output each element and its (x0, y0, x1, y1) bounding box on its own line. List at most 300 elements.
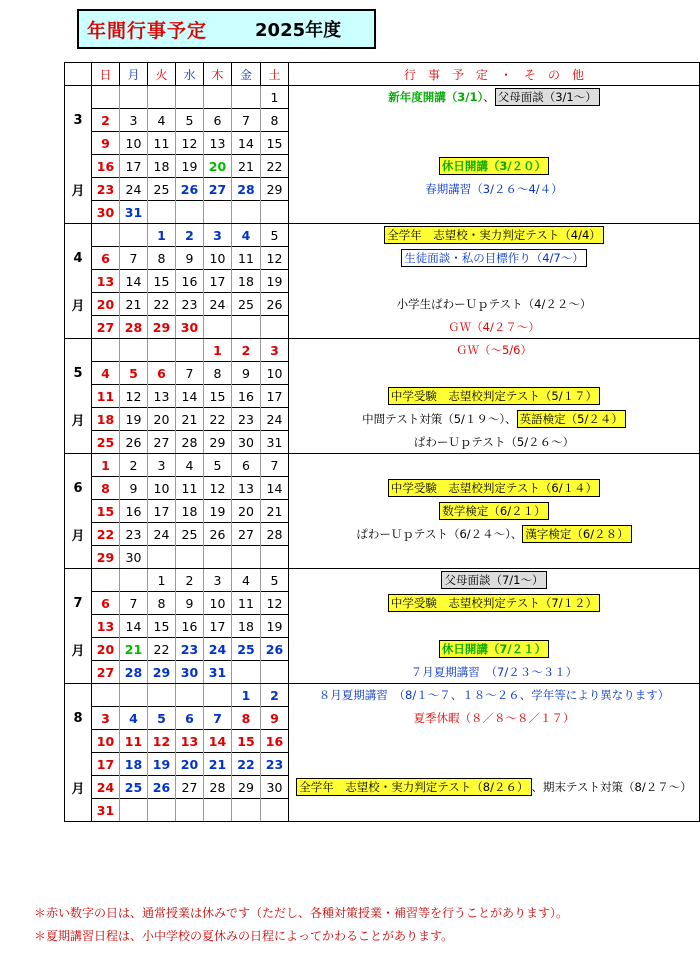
calendar-day-cell: 21 (261, 500, 289, 523)
calendar-day-cell: 2 (92, 109, 120, 132)
calendar-day-cell (261, 201, 289, 224)
calendar-day-cell: 26 (261, 293, 289, 316)
calendar-day-cell: 7 (232, 109, 261, 132)
calendar-day-cell: 28 (120, 316, 148, 339)
header-day-fri: 金 (232, 63, 261, 86)
event-cell (289, 753, 700, 776)
month-suffix: 月 (65, 776, 92, 799)
calendar-week-row (65, 86, 700, 109)
month-suffix: 月 (65, 178, 92, 201)
event-cell (289, 638, 700, 661)
calendar-week-row (65, 316, 700, 339)
calendar-day-cell (120, 684, 148, 707)
calendar-day-cell (176, 201, 204, 224)
event-text: ぱわーＵｐテスト（5/２６～） (413, 434, 575, 449)
month-label-cell (65, 224, 92, 247)
month-number: 8 (65, 707, 92, 730)
calendar-day-cell: 3 (148, 454, 176, 477)
event-cell (289, 684, 700, 707)
header-day-wed: 水 (176, 63, 204, 86)
calendar-day-cell (261, 799, 289, 822)
calendar-day-cell: 17 (204, 615, 232, 638)
calendar-day-cell: 26 (204, 523, 232, 546)
calendar-day-cell (120, 339, 148, 362)
header-day-sun: 日 (92, 63, 120, 86)
calendar-week-row (65, 523, 700, 546)
calendar-day-cell: 12 (148, 730, 176, 753)
calendar-day-cell: 19 (261, 270, 289, 293)
calendar-week-row (65, 293, 700, 316)
calendar-day-cell: 27 (92, 661, 120, 684)
calendar-week-row (65, 362, 700, 385)
event-cell (289, 109, 700, 132)
calendar-day-cell: 30 (120, 546, 148, 569)
calendar-day-cell (92, 569, 120, 592)
calendar-day-cell: 30 (232, 431, 261, 454)
calendar-day-cell: 6 (92, 592, 120, 615)
calendar-day-cell: 19 (204, 500, 232, 523)
event-text: 漢字検定（6/２８） (522, 525, 631, 543)
calendar-week-row (65, 615, 700, 638)
calendar-day-cell: 10 (204, 247, 232, 270)
calendar-week-row (65, 477, 700, 500)
calendar-day-cell: 23 (232, 408, 261, 431)
calendar-day-cell: 12 (261, 592, 289, 615)
event-text: ＧＷ（～5/6） (455, 343, 532, 358)
event-cell (289, 454, 700, 477)
month-suffix: 月 (65, 408, 92, 431)
event-cell (289, 132, 700, 155)
event-cell (289, 592, 700, 615)
calendar-day-cell: 15 (261, 132, 289, 155)
calendar-day-cell (120, 799, 148, 822)
calendar-day-cell: 14 (120, 270, 148, 293)
calendar-day-cell: 24 (92, 776, 120, 799)
calendar-day-cell (204, 546, 232, 569)
calendar-day-cell: 11 (176, 477, 204, 500)
calendar-day-cell (92, 224, 120, 247)
event-text: 中間テスト対策（5/１９～）、 (362, 412, 517, 426)
calendar-week-row (65, 500, 700, 523)
calendar-day-cell: 27 (148, 431, 176, 454)
calendar-week-row (65, 339, 700, 362)
event-text: ８月夏期講習 （8/１～７、１８～２６、学年等により異なります） (318, 688, 670, 703)
calendar-day-cell: 28 (204, 776, 232, 799)
calendar-day-cell: 19 (148, 753, 176, 776)
calendar-day-cell: 23 (176, 293, 204, 316)
calendar-day-cell: 1 (92, 454, 120, 477)
calendar-day-cell (232, 661, 261, 684)
calendar-day-cell: 26 (176, 178, 204, 201)
calendar-day-cell (120, 224, 148, 247)
event-text: 夏季休暇（８／８～８／１７） (413, 711, 575, 725)
calendar-day-cell: 22 (92, 523, 120, 546)
event-cell (289, 293, 700, 316)
calendar-day-cell: 7 (176, 362, 204, 385)
header-month (65, 63, 92, 86)
calendar-week-row (65, 201, 700, 224)
calendar-day-cell: 27 (232, 523, 261, 546)
event-cell (289, 776, 700, 799)
event-text: 、 (483, 90, 495, 105)
calendar-day-cell: 1 (148, 224, 176, 247)
calendar-day-cell: 17 (204, 270, 232, 293)
header-day-tue: 火 (148, 63, 176, 86)
month-label-cell (65, 201, 92, 224)
event-text: 休日開講（7/２１） (439, 640, 549, 658)
calendar-day-cell: 8 (232, 707, 261, 730)
calendar-day-cell: 30 (176, 316, 204, 339)
calendar-day-cell: 29 (148, 661, 176, 684)
event-cell (289, 707, 700, 730)
calendar-day-cell (232, 86, 261, 109)
footnote-summer-schedule: ＊夏期講習日程は、小中学校の夏休みの日程によってかわることがあります。 (34, 929, 454, 943)
calendar-day-cell (176, 339, 204, 362)
calendar-day-cell: 1 (232, 684, 261, 707)
calendar-day-cell: 15 (148, 270, 176, 293)
calendar-day-cell (148, 684, 176, 707)
calendar-week-row (65, 730, 700, 753)
calendar-day-cell: 4 (92, 362, 120, 385)
calendar-day-cell: 31 (92, 799, 120, 822)
calendar-day-cell: 29 (204, 431, 232, 454)
calendar-day-cell: 2 (120, 454, 148, 477)
month-number: 6 (65, 477, 92, 500)
month-number: 4 (65, 247, 92, 270)
month-suffix: 月 (65, 293, 92, 316)
calendar-day-cell: 4 (232, 224, 261, 247)
calendar-day-cell: 3 (204, 224, 232, 247)
calendar-day-cell: 23 (92, 178, 120, 201)
fiscal-year: 2025年度 (255, 20, 342, 41)
calendar-day-cell: 1 (148, 569, 176, 592)
calendar-day-cell: 13 (176, 730, 204, 753)
calendar-day-cell: 29 (261, 178, 289, 201)
event-cell (289, 224, 700, 247)
calendar-day-cell: 23 (261, 753, 289, 776)
calendar-day-cell: 24 (120, 178, 148, 201)
calendar-week-row (65, 132, 700, 155)
calendar-day-cell: 5 (204, 454, 232, 477)
calendar-day-cell (92, 339, 120, 362)
event-cell (289, 247, 700, 270)
calendar-day-cell: 9 (176, 592, 204, 615)
calendar-day-cell: 26 (261, 638, 289, 661)
calendar-day-cell (120, 569, 148, 592)
calendar-day-cell: 1 (261, 86, 289, 109)
event-cell (289, 546, 700, 569)
calendar-day-cell: 4 (120, 707, 148, 730)
calendar-day-cell: 21 (204, 753, 232, 776)
calendar-day-cell: 14 (176, 385, 204, 408)
calendar-day-cell: 13 (92, 615, 120, 638)
calendar-day-cell: 21 (120, 293, 148, 316)
calendar-day-cell: 1 (204, 339, 232, 362)
month-label-cell (65, 615, 92, 638)
calendar-day-cell: 29 (92, 546, 120, 569)
calendar-day-cell (232, 316, 261, 339)
calendar-day-cell: 10 (204, 592, 232, 615)
calendar-week-row (65, 385, 700, 408)
calendar-day-cell: 12 (120, 385, 148, 408)
calendar-day-cell (176, 86, 204, 109)
calendar-day-cell: 28 (176, 431, 204, 454)
calendar-day-cell: 31 (120, 201, 148, 224)
calendar-day-cell: 14 (204, 730, 232, 753)
month-label-cell (65, 661, 92, 684)
event-text: 中学受験 志望校判定テスト（5/１７） (388, 387, 600, 405)
event-text: 生徒面談・私の目標作り（4/7～） (401, 249, 587, 267)
event-cell (289, 500, 700, 523)
event-cell (289, 316, 700, 339)
calendar-day-cell: 16 (92, 155, 120, 178)
month-label-cell (65, 270, 92, 293)
calendar-day-cell: 31 (261, 431, 289, 454)
calendar-week-row (65, 753, 700, 776)
calendar-day-cell: 16 (176, 615, 204, 638)
calendar-day-cell (261, 546, 289, 569)
calendar-day-cell (232, 799, 261, 822)
event-text: 、期末テスト対策（8/２７～） (531, 780, 692, 794)
calendar-day-cell: 13 (204, 132, 232, 155)
calendar-day-cell: 11 (92, 385, 120, 408)
calendar-day-cell: 7 (204, 707, 232, 730)
event-text: 父母面談（7/1～） (441, 571, 546, 589)
calendar-day-cell (204, 684, 232, 707)
calendar-day-cell: 13 (148, 385, 176, 408)
calendar-day-cell: 21 (120, 638, 148, 661)
month-number: 7 (65, 592, 92, 615)
event-text: 中学受験 志望校判定テスト（7/１２） (388, 594, 600, 612)
calendar-day-cell: 25 (148, 178, 176, 201)
event-text: 休日開講（3/２０） (439, 157, 549, 175)
calendar-day-cell: 6 (148, 362, 176, 385)
calendar-day-cell: 22 (232, 753, 261, 776)
calendar-day-cell: 12 (261, 247, 289, 270)
calendar-day-cell (148, 86, 176, 109)
calendar-day-cell (176, 799, 204, 822)
calendar-day-cell: 22 (148, 293, 176, 316)
month-suffix: 月 (65, 523, 92, 546)
event-text: 新年度開講（3/1） (388, 90, 484, 105)
calendar-week-row (65, 661, 700, 684)
calendar-day-cell: 12 (204, 477, 232, 500)
calendar-week-row (65, 431, 700, 454)
calendar-week-row (65, 178, 700, 201)
calendar-day-cell: 4 (232, 569, 261, 592)
calendar-day-cell: 29 (232, 776, 261, 799)
event-cell (289, 730, 700, 753)
calendar-day-cell: 18 (176, 500, 204, 523)
month-label-cell (65, 546, 92, 569)
calendar-day-cell: 20 (92, 293, 120, 316)
calendar-day-cell: 25 (176, 523, 204, 546)
calendar-day-cell: 11 (148, 132, 176, 155)
calendar-day-cell: 19 (120, 408, 148, 431)
calendar-day-cell: 17 (92, 753, 120, 776)
calendar-week-row (65, 546, 700, 569)
month-label-cell (65, 753, 92, 776)
calendar-day-cell (261, 316, 289, 339)
calendar-week-row (65, 224, 700, 247)
calendar-day-cell: 18 (92, 408, 120, 431)
calendar-day-cell: 3 (204, 569, 232, 592)
calendar-day-cell: 2 (261, 684, 289, 707)
month-label-cell (65, 799, 92, 822)
event-cell (289, 201, 700, 224)
header-day-sat: 土 (261, 63, 289, 86)
month-number: 3 (65, 109, 92, 132)
calendar-day-cell: 15 (148, 615, 176, 638)
event-cell (289, 569, 700, 592)
calendar-day-cell: 2 (176, 569, 204, 592)
event-text: ＧＷ（4/２７～） (448, 319, 540, 334)
calendar-day-cell (120, 86, 148, 109)
event-cell (289, 408, 700, 431)
calendar-day-cell: 9 (261, 707, 289, 730)
calendar-day-cell: 22 (148, 638, 176, 661)
event-cell (289, 178, 700, 201)
month-number: 5 (65, 362, 92, 385)
calendar-day-cell: 17 (148, 500, 176, 523)
calendar-day-cell: 7 (261, 454, 289, 477)
calendar-day-cell: 27 (92, 316, 120, 339)
calendar-day-cell (261, 661, 289, 684)
calendar-day-cell: 24 (261, 408, 289, 431)
calendar-day-cell: 15 (204, 385, 232, 408)
calendar-day-cell: 19 (261, 615, 289, 638)
title-box (77, 9, 376, 49)
month-label-cell (65, 86, 92, 109)
calendar-week-row (65, 454, 700, 477)
calendar-day-cell (92, 86, 120, 109)
calendar-day-cell: 20 (148, 408, 176, 431)
calendar-day-cell (204, 86, 232, 109)
calendar-day-cell (176, 684, 204, 707)
calendar-day-cell: 18 (148, 155, 176, 178)
calendar-day-cell (148, 799, 176, 822)
calendar-day-cell (148, 546, 176, 569)
calendar-day-cell: 5 (176, 109, 204, 132)
calendar-day-cell: 21 (176, 408, 204, 431)
annual-calendar-table (64, 62, 700, 822)
calendar-day-cell: 3 (261, 339, 289, 362)
month-label-cell (65, 316, 92, 339)
calendar-day-cell (148, 201, 176, 224)
event-text: 春期講習（3/２６～4/４） (425, 182, 563, 196)
event-cell (289, 339, 700, 362)
event-cell (289, 362, 700, 385)
calendar-day-cell: 10 (120, 132, 148, 155)
header-events: 行 事 予 定 ・ そ の 他 (289, 63, 700, 86)
event-cell (289, 477, 700, 500)
calendar-week-row (65, 776, 700, 799)
event-text: 小学生ぱわーＵｐテスト（4/２２～） (396, 297, 592, 311)
calendar-day-cell: 11 (232, 247, 261, 270)
month-label-cell (65, 454, 92, 477)
event-text: 中学受験 志望校判定テスト（6/１４） (388, 479, 600, 497)
calendar-day-cell: 9 (120, 477, 148, 500)
calendar-day-cell: 18 (232, 270, 261, 293)
footnote-red-days: ＊赤い数字の日は、通常授業は休みです（ただし、各種対策授業・補習等を行うことがあります）。 (34, 906, 569, 920)
calendar-week-row (65, 270, 700, 293)
event-cell (289, 799, 700, 822)
calendar-week-row (65, 707, 700, 730)
event-text: ぱわーＵｐテスト（6/２４～）、 (356, 527, 523, 541)
header-row (65, 63, 700, 86)
calendar-day-cell: 31 (204, 661, 232, 684)
event-cell (289, 523, 700, 546)
calendar-week-row (65, 155, 700, 178)
calendar-day-cell: 28 (232, 178, 261, 201)
header-day-mon: 月 (120, 63, 148, 86)
calendar-day-cell: 25 (232, 293, 261, 316)
calendar-day-cell: 15 (232, 730, 261, 753)
calendar-day-cell: 5 (120, 362, 148, 385)
calendar-day-cell: 10 (148, 477, 176, 500)
month-label-cell (65, 339, 92, 362)
calendar-day-cell (232, 201, 261, 224)
calendar-day-cell: 15 (92, 500, 120, 523)
event-cell (289, 155, 700, 178)
calendar-day-cell: 8 (92, 477, 120, 500)
calendar-day-cell: 30 (92, 201, 120, 224)
event-text: ７月夏期講習 （7/２３～３１） (410, 664, 578, 679)
calendar-week-row (65, 799, 700, 822)
calendar-day-cell: 8 (148, 592, 176, 615)
calendar-day-cell: 29 (148, 316, 176, 339)
calendar-day-cell: 13 (232, 477, 261, 500)
calendar-day-cell: 17 (261, 385, 289, 408)
event-text: 数学検定（6/２１） (439, 502, 548, 520)
calendar-day-cell: 20 (176, 753, 204, 776)
page-title: 年間行事予定 (87, 19, 208, 42)
calendar-day-cell (204, 201, 232, 224)
month-suffix: 月 (65, 638, 92, 661)
header-day-thu: 木 (204, 63, 232, 86)
calendar-day-cell: 19 (176, 155, 204, 178)
calendar-day-cell: 6 (176, 707, 204, 730)
calendar-day-cell: 5 (261, 224, 289, 247)
month-label-cell (65, 431, 92, 454)
month-label-cell (65, 132, 92, 155)
calendar-day-cell: 8 (261, 109, 289, 132)
month-label-cell (65, 385, 92, 408)
calendar-day-cell: 9 (92, 132, 120, 155)
calendar-week-row (65, 247, 700, 270)
calendar-day-cell: 5 (261, 569, 289, 592)
month-label-cell (65, 684, 92, 707)
calendar-day-cell: 4 (148, 109, 176, 132)
month-label-cell (65, 730, 92, 753)
event-text: 全学年 志望校・実力判定テスト（8/２６） (296, 778, 531, 796)
calendar-week-row (65, 638, 700, 661)
calendar-day-cell: 6 (204, 109, 232, 132)
event-text: 父母面談（3/1～） (495, 88, 600, 106)
calendar-day-cell: 14 (120, 615, 148, 638)
calendar-day-cell: 14 (261, 477, 289, 500)
event-cell (289, 86, 700, 109)
calendar-day-cell: 22 (204, 408, 232, 431)
calendar-day-cell: 13 (92, 270, 120, 293)
event-cell (289, 661, 700, 684)
calendar-day-cell: 10 (261, 362, 289, 385)
calendar-day-cell: 3 (120, 109, 148, 132)
calendar-day-cell: 20 (232, 500, 261, 523)
calendar-day-cell: 18 (232, 615, 261, 638)
event-cell (289, 615, 700, 638)
calendar-week-row (65, 592, 700, 615)
